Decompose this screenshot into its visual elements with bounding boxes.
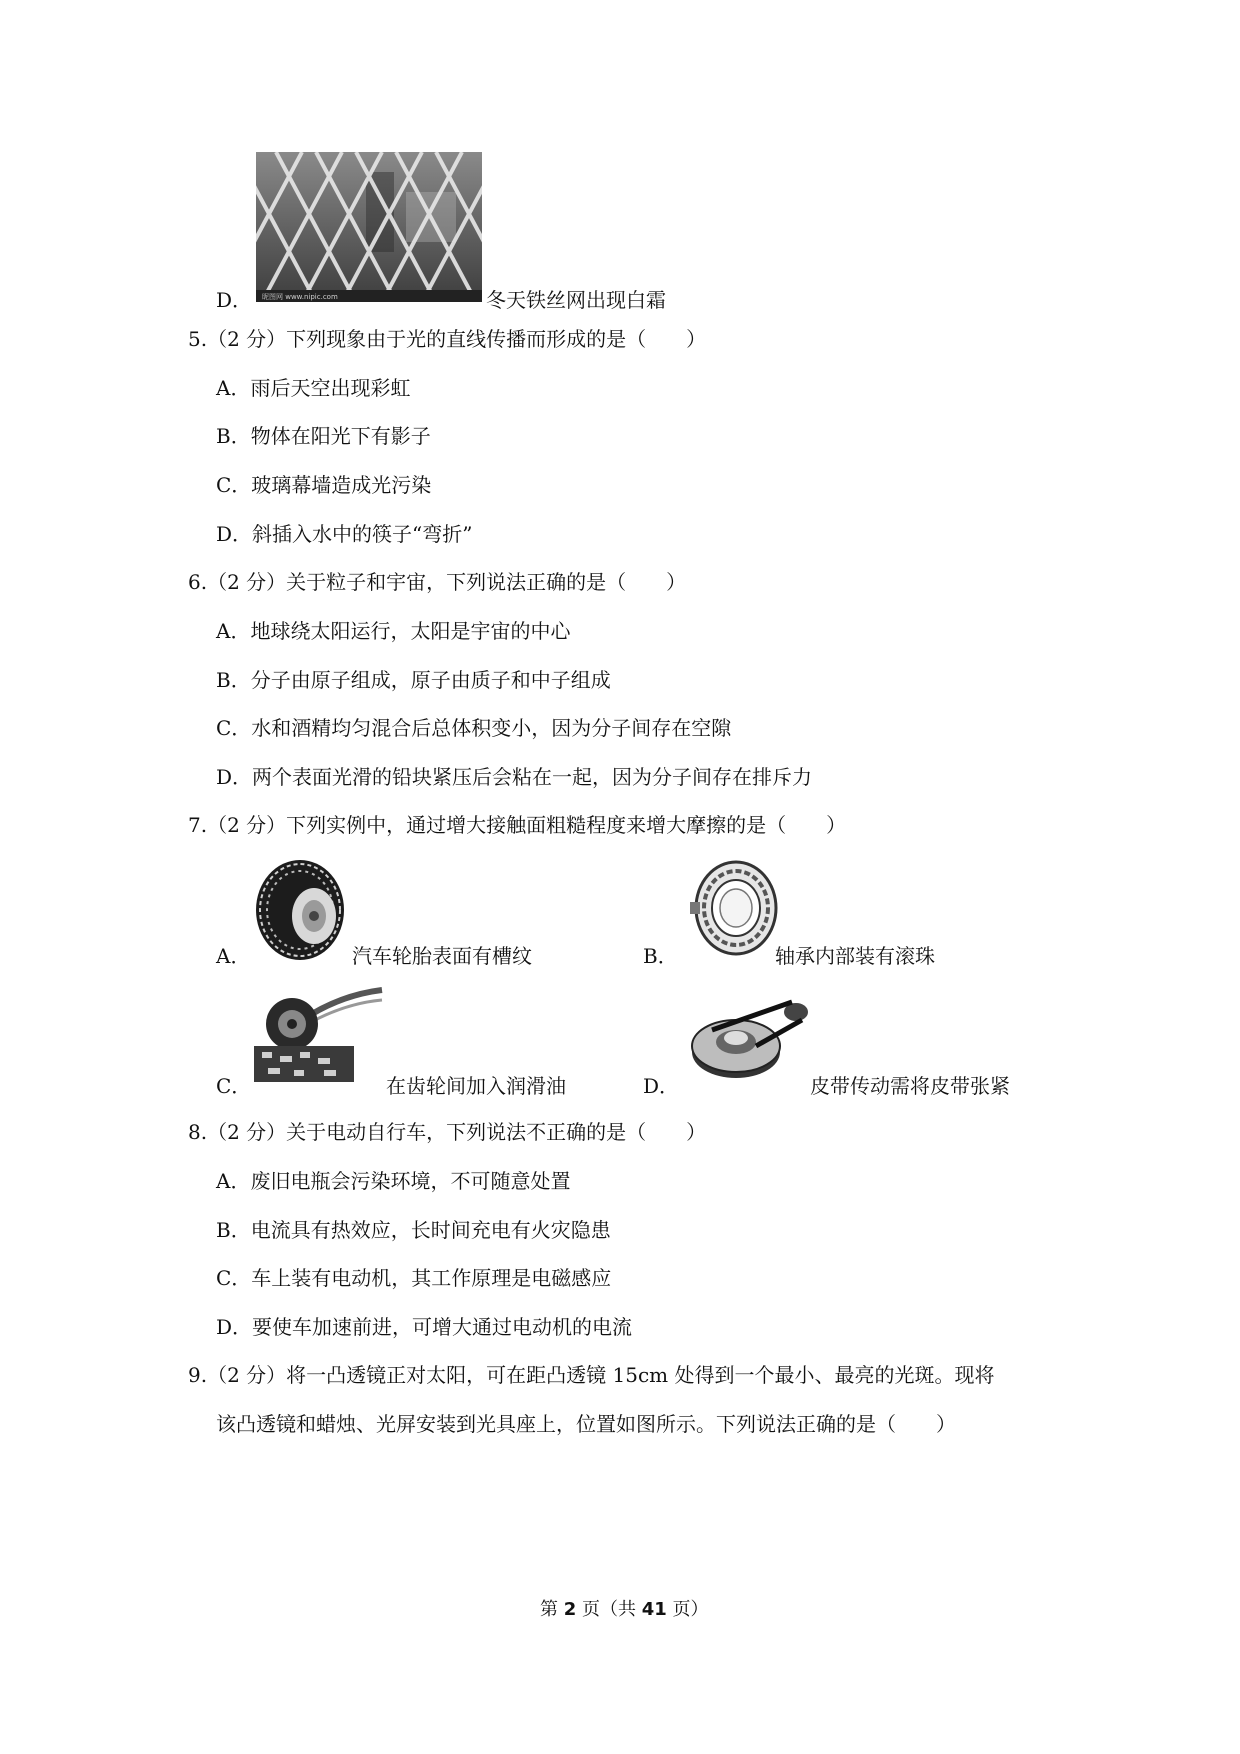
q5-option-a: A．雨后天空出现彩虹 <box>216 376 411 400</box>
q9-stem-line1: 9.（2 分）将一凸透镜正对太阳，可在距凸透镜 15cm 处得到一个最小、最亮的光斑。现将 <box>188 1363 995 1387</box>
q6-option-d: D．两个表面光滑的铅块紧压后会粘在一起，因为分子间存在排斥力 <box>216 765 813 789</box>
q7-stem: 7.（2 分）下列实例中，通过增大接触面粗糙程度来增大摩擦的是（ ） <box>188 813 847 837</box>
q8-option-d: D．要使车加速前进，可增大通过电动机的电流 <box>216 1315 633 1339</box>
q7-option-b-letter: B． <box>643 944 678 968</box>
bearing-image <box>690 858 782 962</box>
q9-stem-line2: 该凸透镜和蜡烛、光屏安装到光具座上，位置如图所示。下列说法正确的是（ ） <box>216 1412 956 1436</box>
footer-total-pages: 41 <box>641 1599 667 1620</box>
gear-oil-icon <box>254 986 384 1090</box>
q4-option-d-letter: D． <box>216 288 253 312</box>
q5-option-c: C．玻璃幕墙造成光污染 <box>216 473 432 497</box>
gear-oil-image <box>254 986 384 1090</box>
footer-page-number: 2 <box>563 1599 577 1620</box>
q7-option-c-letter: C． <box>216 1074 252 1098</box>
belt-pulley-image <box>688 990 814 1090</box>
frost-fence-icon <box>256 152 482 302</box>
q8-stem: 8.（2 分）关于电动自行车，下列说法不正确的是（ ） <box>188 1120 707 1144</box>
bearing-icon <box>690 858 782 962</box>
tire-image <box>254 858 346 962</box>
q6-stem: 6.（2 分）关于粒子和宇宙，下列说法正确的是（ ） <box>188 570 687 594</box>
footer-prefix: 第 <box>540 1599 564 1620</box>
q6-option-c: C．水和酒精均匀混合后总体积变小，因为分子间存在空隙 <box>216 716 732 740</box>
image-watermark: 昵图网 www.nipic.com <box>262 293 338 301</box>
q7-option-d-text: 皮带传动需将皮带张紧 <box>810 1074 1010 1098</box>
frost-fence-image <box>256 152 482 302</box>
q8-option-c: C．车上装有电动机，其工作原理是电磁感应 <box>216 1266 612 1290</box>
q7-option-b-text: 轴承内部装有滚珠 <box>775 944 935 968</box>
q8-option-a: A．废旧电瓶会污染环境，不可随意处置 <box>216 1169 571 1193</box>
q6-option-a: A．地球绕太阳运行，太阳是宇宙的中心 <box>216 619 571 643</box>
q4-option-d-text: 冬天铁丝网出现白霜 <box>486 288 666 312</box>
q7-option-c-text: 在齿轮间加入润滑油 <box>386 1074 566 1098</box>
q5-option-d: D．斜插入水中的筷子“弯折” <box>216 522 473 546</box>
tire-icon <box>254 858 346 962</box>
page-footer <box>540 1596 709 1624</box>
q7-option-a-text: 汽车轮胎表面有槽纹 <box>352 944 532 968</box>
q7-option-a-letter: A． <box>216 944 251 968</box>
q5-stem: 5.（2 分）下列现象由于光的直线传播而形成的是（ ） <box>188 327 707 351</box>
belt-pulley-icon <box>688 990 814 1090</box>
q8-option-b: B．电流具有热效应，长时间充电有火灾隐患 <box>216 1218 611 1242</box>
q7-option-d-letter: D． <box>643 1074 680 1098</box>
q5-option-b: B．物体在阳光下有影子 <box>216 424 431 448</box>
footer-suffix: 页） <box>666 1599 709 1620</box>
q6-option-b: B．分子由原子组成，原子由质子和中子组成 <box>216 668 611 692</box>
footer-middle: 页（共 <box>576 1599 642 1620</box>
